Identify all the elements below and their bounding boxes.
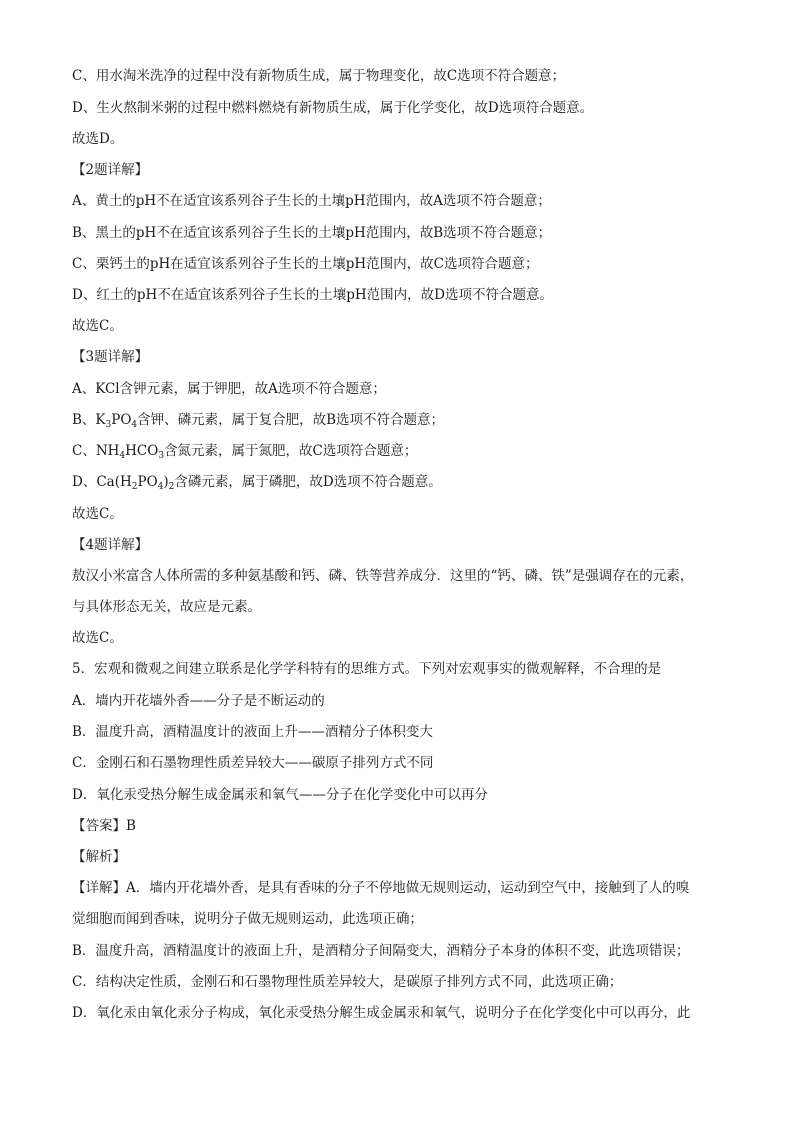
text-line: D、红土的pH不在适宜该系列谷子生长的土壤pH范围内，故D选项不符合题意。: [72, 287, 553, 303]
formula-line: D、$Ca(H_2PO_4)_2$含磷元素，属于磷肥，故D选项不符合题意。: [72, 474, 442, 492]
text-line: 【详解】A．墙内开花墙外香，是具有香味的分子不停地做无规则运动，运动到空气中，接触到了人的嗅: [72, 880, 690, 896]
text-line: C．结构决定性质，金刚石和石墨物理性质差异较大，是碳原子排列方式不同，此选项正确；: [72, 974, 623, 990]
text-line: C、栗钙土的pH在适宜该系列谷子生长的土壤pH范围内，故C选项符合题意；: [72, 256, 539, 272]
text-line: 与具体形态无关，故应是元素。: [72, 599, 261, 615]
answer: 【答案】B: [72, 818, 136, 834]
formula-line: B、$K_3PO_4$含钾、磷元素，属于复合肥，故B选项不符合题意；: [72, 412, 445, 430]
text-line: 故选C。: [72, 506, 123, 522]
section-heading: 【3题详解】: [72, 349, 149, 365]
text-line: 觉细胞而闻到香味，说明分子做无规则运动，此选项正确；: [72, 911, 423, 927]
option-a: A．墙内开花墙外香——分子是不断运动的: [72, 693, 325, 709]
formula-line: C、$NH_4HCO_3$含氮元素，属于氮肥，故C选项符合题意；: [72, 443, 418, 461]
option-b: B．温度升高，酒精温度计的液面上升——酒精分子体积变大: [72, 724, 433, 740]
text-line: D、生火熬制米粥的过程中燃料燃烧有新物质生成，属于化学变化，故D选项符合题意。: [72, 100, 594, 116]
text-line: C、用水淘米洗净的过程中没有新物质生成，属于物理变化，故C选项不符合题意；: [72, 68, 566, 84]
text-line: B、黑土的pH不在适宜该系列谷子生长的土壤pH范围内，故B选项不符合题意；: [72, 225, 552, 241]
text-line: 故选D。: [72, 131, 124, 147]
text-line: D．氧化汞由氧化汞分子构成，氧化汞受热分解生成金属汞和氧气，说明分子在化学变化中可以再分，此: [72, 1005, 691, 1021]
analysis-heading: 【解析】: [72, 849, 126, 865]
section-heading: 【4题详解】: [72, 537, 149, 553]
text-line: 故选C。: [72, 630, 123, 646]
text-line: 敖汉小米富含人体所需的多种氨基酸和钙、磷、铁等营养成分．这里的“钙、磷、铁”是强调存在的元素，: [72, 568, 694, 584]
text-line: A、KCl含钾元素，属于钾肥，故A选项不符合题意；: [72, 381, 386, 397]
question-stem: 5．宏观和微观之间建立联系是化学学科特有的思维方式。下列对宏观事实的微观解释，不合理的是: [72, 661, 662, 677]
text-line: B．温度升高，酒精温度计的液面上升，是酒精分子间隔变大，酒精分子本身的体积不变，此选项错误；: [72, 943, 690, 959]
text-line: A、黄土的pH不在适宜该系列谷子生长的土壤pH范围内，故A选项不符合题意；: [72, 193, 551, 209]
text-line: 故选C。: [72, 318, 123, 334]
section-heading: 【2题详解】: [72, 162, 149, 178]
option-d: D．氧化汞受热分解生成金属汞和氧气——分子在化学变化中可以再分: [72, 787, 488, 803]
option-c: C．金刚石和石墨物理性质差异较大——碳原子排列方式不同: [72, 755, 434, 771]
